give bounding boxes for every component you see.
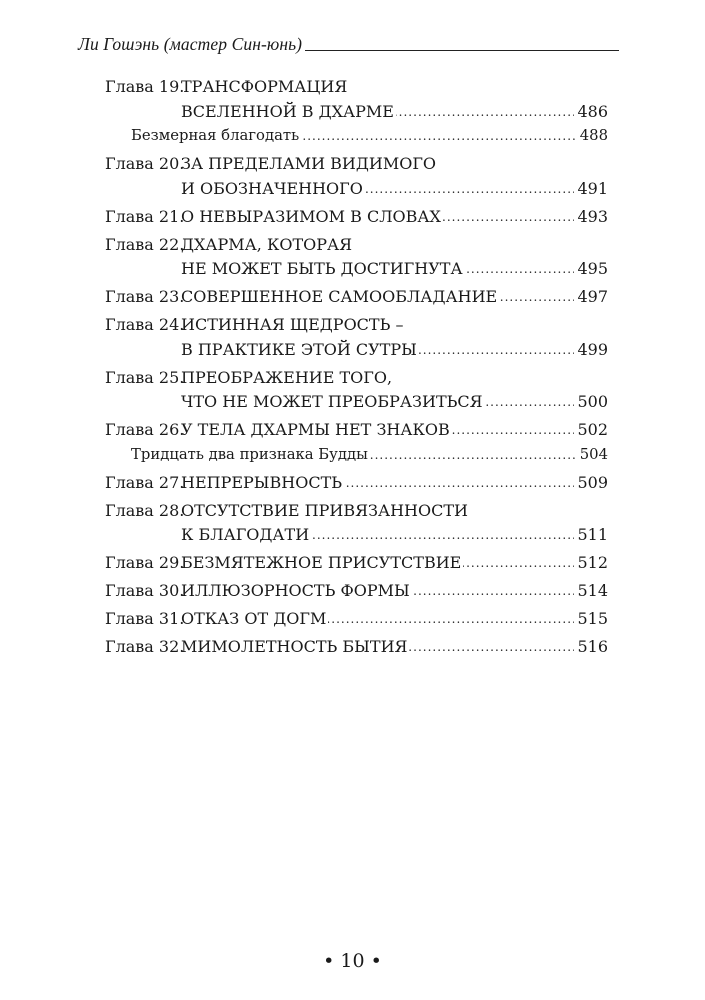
toc-entry [105, 233, 608, 282]
page-ref: 488 [577, 124, 608, 149]
chapter-title: СОВЕРШЕННОЕ САМООБЛАДАНИЕ [181, 287, 498, 306]
chapter-number: Глава 30. [105, 581, 185, 600]
toc-line-with-leader [105, 635, 608, 660]
chapter-number: Глава 27. [105, 472, 185, 492]
toc-line-with-leader [105, 579, 608, 604]
toc-line-with-leader [105, 551, 608, 576]
chapter-title: ТРАНСФОРМАЦИЯ [181, 77, 348, 96]
chapter-title: И ОБОЗНАЧЕННОГО [181, 178, 363, 198]
page-ref: 512 [574, 551, 608, 576]
toc-entry [105, 152, 608, 201]
toc-entry [105, 635, 608, 660]
table-of-contents [105, 75, 608, 660]
chapter-title: ОТСУТСТВИЕ ПРИВЯЗАННОСТИ [181, 500, 468, 520]
toc-line-with-leader [105, 257, 608, 282]
chapter-title: О НЕВЫРАЗИМОМ В СЛОВАХ [181, 206, 441, 226]
chapter-number: Глава 20. [105, 154, 185, 173]
toc-entry [105, 285, 608, 310]
toc-line-with-leader [105, 177, 608, 202]
toc-line-with-leader [105, 338, 608, 363]
page-ref: 495 [574, 257, 608, 282]
toc-line-with-leader [105, 418, 608, 443]
page-ref: 515 [574, 607, 608, 632]
page-ref: 499 [574, 338, 608, 363]
chapter-number: Глава 21. [105, 206, 185, 226]
toc-entry [105, 313, 608, 362]
chapter-title: ОТКАЗ ОТ ДОГМ [181, 609, 327, 628]
chapter-number: Глава 19. [105, 77, 185, 96]
page-ref: 509 [574, 471, 608, 496]
toc-line-with-leader [105, 205, 608, 230]
chapter-number: Глава 32. [105, 637, 185, 656]
chapter-title: У ТЕЛА ДХАРМЫ НЕТ ЗНАКОВ [181, 420, 450, 439]
toc-line-with-leader [105, 471, 608, 496]
toc-line [105, 152, 608, 177]
toc-line [105, 499, 608, 524]
page-ref: 497 [574, 285, 608, 310]
toc-line-with-leader [105, 607, 608, 632]
toc-line-with-leader [105, 390, 608, 415]
chapter-title: МИМОЛЕТНОСТЬ БЫТИЯ [181, 637, 408, 656]
toc-entry [105, 579, 608, 604]
toc-entry [105, 75, 608, 124]
toc-line-with-leader [105, 100, 608, 125]
chapter-number: Глава 29. [105, 553, 185, 572]
running-head: Ли Гошэнь (мастер Син-юнь) [78, 34, 305, 55]
section-title: Безмерная благодать [131, 127, 300, 144]
page-ref: 491 [574, 177, 608, 202]
page-ref: 493 [574, 205, 608, 230]
page-ref: 486 [574, 100, 608, 125]
chapter-title: НЕПРЕРЫВНОСТЬ [181, 472, 343, 492]
chapter-number: Глава 31. [105, 609, 185, 628]
chapter-title: БЕЗМЯТЕЖНОЕ ПРИСУТСТВИЕ [181, 553, 462, 572]
page-ref: 504 [577, 443, 608, 468]
chapter-title: В ПРАКТИКЕ ЭТОЙ СУТРЫ [181, 339, 417, 359]
chapter-title: ПРЕОБРАЖЕНИЕ ТОГО, [181, 367, 393, 387]
chapter-title: ВСЕЛЕННОЙ В ДХАРМЕ [181, 101, 394, 121]
section-title: Тридцать два признака Будды [131, 445, 368, 463]
toc-line-with-leader [105, 443, 608, 468]
toc-line [105, 366, 608, 391]
toc-line [105, 75, 608, 100]
chapter-number: Глава 26. [105, 420, 185, 439]
page-ref: 500 [574, 390, 608, 415]
chapter-title: ИСТИННАЯ ЩЕДРОСТЬ – [181, 315, 404, 334]
chapter-title: ИЛЛЮЗОРНОСТЬ ФОРМЫ [181, 581, 410, 600]
chapter-number: Глава 28. [105, 500, 185, 520]
toc-line [105, 233, 608, 258]
page-ref: 511 [574, 523, 608, 548]
chapter-number: Глава 22. [105, 234, 185, 254]
chapter-number: Глава 25. [105, 367, 185, 387]
toc-entry [105, 471, 608, 496]
chapter-number: Глава 23. [105, 287, 185, 306]
chapter-title: НЕ МОЖЕТ БЫТЬ ДОСТИГНУТА [181, 259, 463, 278]
chapter-number: Глава 24. [105, 315, 185, 334]
page-number: • 10 • [323, 950, 382, 972]
page-ref: 516 [574, 635, 608, 660]
page-ref: 502 [574, 418, 608, 443]
chapter-title: ЧТО НЕ МОЖЕТ ПРЕОБРАЗИТЬСЯ [181, 392, 483, 411]
toc-subentry [105, 443, 608, 468]
toc-subentry [105, 124, 608, 149]
toc-line-with-leader [105, 285, 608, 310]
toc-line-with-leader [105, 523, 608, 548]
page-ref: 514 [574, 579, 608, 604]
toc-line [105, 313, 608, 338]
chapter-title: ЗА ПРЕДЕЛАМИ ВИДИМОГО [181, 154, 437, 173]
toc-entry [105, 205, 608, 230]
toc-entry [105, 366, 608, 415]
toc-entry [105, 499, 608, 548]
toc-line-with-leader [105, 124, 608, 149]
chapter-title: ДХАРМА, КОТОРАЯ [181, 234, 353, 254]
toc-entry [105, 607, 608, 632]
toc-entry [105, 418, 608, 443]
toc-entry [105, 551, 608, 576]
chapter-title: К БЛАГОДАТИ [181, 525, 310, 544]
